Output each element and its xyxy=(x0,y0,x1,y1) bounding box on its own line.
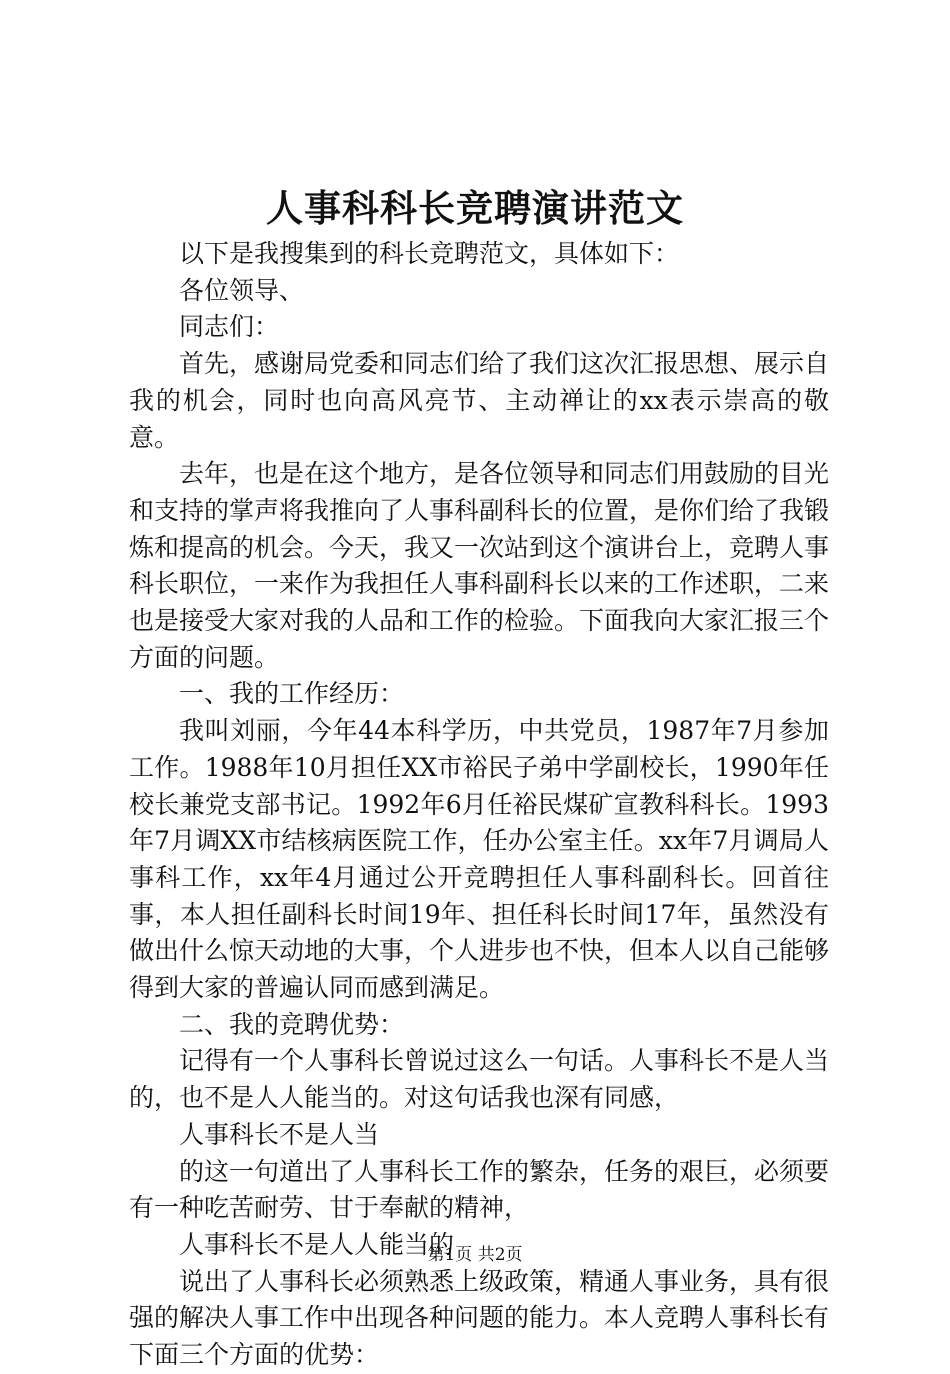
page-number-footer: 第1页 共2页 xyxy=(427,1245,523,1265)
paragraph-quote-1: 人事科长不是人当 xyxy=(179,1119,380,1149)
paragraph-last-year: 去年，也是在这个地方，是各位领导和同志们用鼓励的目光和支持的掌声将我推向了人事科副科长的位置，是你们给了我锻炼和提高的机会。今天，我又一次站到这个演讲台上，竞聘人事科长职位，一来作为我担任人事科副科长以来的工作述职，二来也是接受大家对我的人品和工作的检验。下面我向大家汇报三个方面的问题。 xyxy=(129,459,830,672)
paragraph-salutation-leaders: 各位领导、 xyxy=(179,275,305,305)
section-heading-advantages: 二、我的竞聘优势： xyxy=(179,1009,405,1039)
paragraph-intro: 以下是我搜集到的科长竞聘范文，具体如下： xyxy=(179,239,680,268)
paragraph-saying: 记得有一个人事科长曾说过这么一句话。人事科长不是人当的，也不是人人能当的。对这句话我也深有同感， xyxy=(129,1046,830,1113)
paragraph-quote-1-explanation: 的这一句道出了人事科长工作的繁杂，任务的艰巨，必须要有一种吃苦耐劳、甘于奉献的精神， xyxy=(129,1156,830,1223)
paragraph-quote-2: 人事科长不是人人能当的 xyxy=(179,1229,455,1259)
paragraph-salutation-comrades: 同志们： xyxy=(179,312,280,342)
paragraph-work-experience: 我叫刘丽，今年44本科学历，中共党员，1987年7月参加工作。1988年10月担任XX市裕民子弟中学副校长，1990年任校长兼党支部书记。1992年6月任裕民煤矿宣教科科长。1993年7月调XX市结核病医院工作，任办公室主任。xx年7月调局人事科工作，xx年4月通过公开竞聘担任人事科副科长。回首往事，本人担任副科长时间19年、担任科长时间17年，虽然没有做出什么惊天动地的大事，个人进步也不快，但本人以自己能够得到大家的普遍认同而感到满足。 xyxy=(129,716,830,1003)
paragraph-quote-2-explanation: 说出了人事科长必须熟悉上级政策，精通人事业务，具有很强的解决人事工作中出现各种问题的能力。本人竞聘人事科长有下面三个方面的优势： xyxy=(129,1266,830,1370)
paragraph-thanks: 首先，感谢局党委和同志们给了我们这次汇报思想、展示自我的机会，同时也向高风亮节、主动禅让的xx表示崇高的敬意。 xyxy=(129,349,830,452)
section-heading-work-experience: 一、我的工作经历： xyxy=(179,679,405,709)
document-title: 人事科科长竞聘演讲范文 xyxy=(266,186,684,230)
document-body xyxy=(129,236,829,1374)
